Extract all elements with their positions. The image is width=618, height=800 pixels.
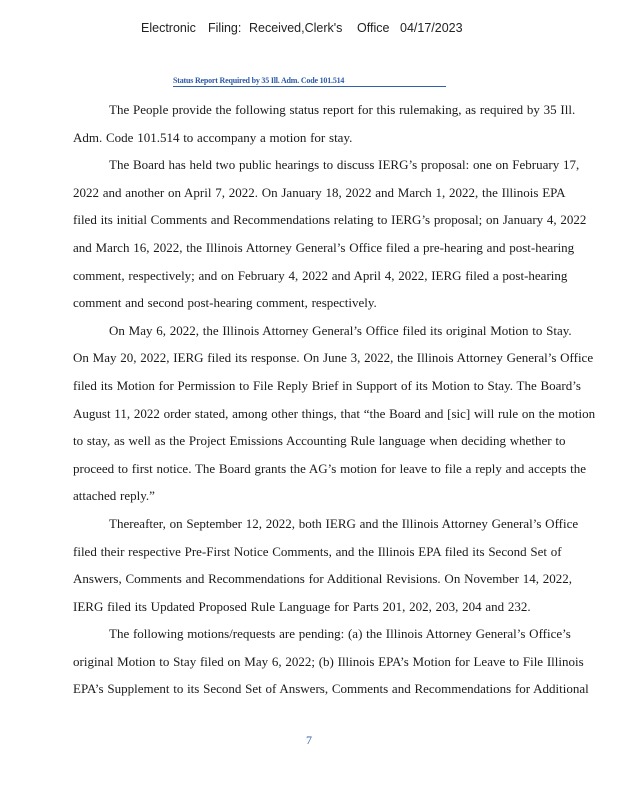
body-line: On May 6, 2022, the Illinois Attorney General’s Office filed its original Motion to Stay. bbox=[109, 322, 572, 338]
electronic-filing-stamp bbox=[0, 21, 618, 39]
body-line: to stay, as well as the Project Emissions Accounting Rule language when deciding whether to bbox=[73, 433, 566, 449]
body-line: filed their respective Pre-First Notice Comments, and the Illinois EPA filed its Second Set of bbox=[73, 543, 562, 559]
body-line: filed its initial Comments and Recommendations relating to IERG’s proposal; on January 4, 2022 bbox=[73, 212, 587, 228]
body-line: Answers, Comments and Recommendations for Additional Revisions. On November 14, 2022, bbox=[73, 571, 572, 587]
body-line: The Board has held two public hearings to discuss IERG’s proposal: one on February 17, bbox=[109, 157, 580, 173]
body-line: 2022 and another on April 7, 2022. On January 18, 2022 and March 1, 2022, the Illinois EPA bbox=[73, 184, 566, 200]
filing-word-electronic: Electronic bbox=[141, 21, 196, 35]
body-line: Thereafter, on September 12, 2022, both IERG and the Illinois Attorney General’s Office bbox=[109, 515, 579, 531]
body-line: The following motions/requests are pending: (a) the Illinois Attorney General’s Office’s bbox=[109, 626, 571, 642]
body-line: comment and second post-hearing comment, respectively. bbox=[73, 295, 377, 311]
body-line: IERG filed its Updated Proposed Rule Language for Parts 201, 202, 203, 204 and 232. bbox=[73, 598, 531, 614]
section-heading-link[interactable]: Status Report Required by 35 Ill. Adm. Code 101.514 bbox=[173, 75, 446, 87]
filing-date: 04/17/2023 bbox=[400, 21, 463, 35]
body-line: EPA’s Supplement to its Second Set of Answers, Comments and Recommendations for Additional bbox=[73, 681, 589, 697]
body-line: Adm. Code 101.514 to accompany a motion for stay. bbox=[73, 129, 353, 145]
body-line: and March 16, 2022, the Illinois Attorney General’s Office filed a pre-hearing and post-hearing bbox=[73, 239, 575, 255]
page-number: 7 bbox=[306, 733, 312, 747]
body-line: The People provide the following status report for this rulemaking, as required by 35 Ill. bbox=[109, 102, 576, 117]
body-line: On May 20, 2022, IERG filed its response. On June 3, 2022, the Illinois Attorney General’s Office bbox=[73, 350, 594, 366]
body-line: August 11, 2022 order stated, among other things, that “the Board and [sic] will rule on the motion bbox=[73, 405, 596, 421]
body-line: filed its Motion for Permission to File Reply Brief in Support of its Motion to Stay. The Board’s bbox=[73, 377, 581, 393]
document-body bbox=[73, 96, 603, 703]
filing-word-office: Office bbox=[357, 21, 390, 35]
filing-word-received: Received,Clerk's bbox=[249, 21, 343, 35]
filing-word-filing: Filing: bbox=[208, 21, 242, 35]
body-line: proceed to first notice. The Board grants the AG’s motion for leave to file a reply and accepts the bbox=[73, 460, 587, 476]
body-line: original Motion to Stay filed on May 6, 2022; (b) Illinois EPA’s Motion for Leave to File Illinois bbox=[73, 653, 584, 669]
body-line: comment, respectively; and on February 4, 2022 and April 4, 2022, IERG filed a post-hearing bbox=[73, 267, 568, 283]
body-line: attached reply.” bbox=[73, 488, 155, 504]
